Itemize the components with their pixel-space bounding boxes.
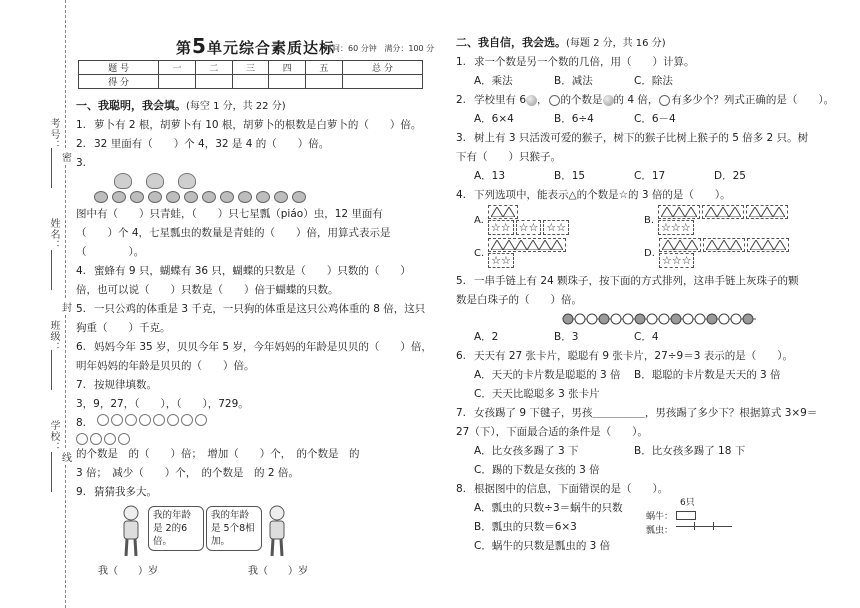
star-group xyxy=(488,253,514,268)
left-column xyxy=(76,30,446,577)
triangle-group xyxy=(702,205,744,219)
q1-8-line2: 3 倍； 减少（ ）个， 的个数是 的 2 倍。 xyxy=(76,467,299,479)
star-icon: ☆☆ xyxy=(518,221,539,234)
bead xyxy=(611,314,621,324)
option-c[interactable]: C．6－4 xyxy=(634,113,676,125)
score-input-cell[interactable] xyxy=(232,75,269,89)
option-b[interactable]: B．3 xyxy=(554,331,579,343)
ladybug-icon xyxy=(238,191,252,203)
q1-9-text: 猜猜我多大。 xyxy=(94,486,157,498)
ladybug-icon xyxy=(166,191,180,203)
score-input-cell[interactable] xyxy=(195,75,232,89)
fruit-icon xyxy=(139,414,151,426)
question-1-2: 2. 32 里面有（ ）个 4，32 是 4 的（ ）倍。 xyxy=(76,138,330,150)
option-a[interactable]: A．天天的卡片数是聪聪的 3 倍 xyxy=(474,369,621,381)
bead xyxy=(743,314,753,324)
bead xyxy=(623,314,633,324)
title-prefix: 第 xyxy=(176,39,193,57)
q2-6-text: 天天有 27 张卡片，聪聪有 9 张卡片，27÷9＝3 表示的是（ ）。 xyxy=(474,350,793,362)
star-group xyxy=(543,220,569,235)
ladybug-tick xyxy=(694,522,695,530)
fruit-icon xyxy=(97,414,109,426)
ladybug-icon xyxy=(220,191,234,203)
triangle-icon xyxy=(750,240,786,250)
ball-icon xyxy=(526,95,537,106)
q1-4-line2: 倍，也可以说（ ）只数是（ ）倍于蝴蝶的只数。 xyxy=(76,284,339,296)
triangle-group xyxy=(658,205,700,219)
right-column xyxy=(456,30,851,556)
speech-bubble-1: 我的年龄是 2的6倍。 xyxy=(148,506,204,551)
score-table-row xyxy=(79,75,423,89)
xuexiao-blank[interactable] xyxy=(51,452,52,492)
q1-9-answer-1: 我（ ）岁 xyxy=(98,566,158,577)
question-1-9: 9. 猜猜我多大。 xyxy=(76,486,157,498)
title-rest: 单元综合素质达标 xyxy=(206,39,335,57)
apple-icon xyxy=(118,433,130,445)
section1-note: (每空 1 分，共 22 分) xyxy=(186,101,286,112)
q2-3-options xyxy=(456,167,851,186)
kaohao-blank[interactable] xyxy=(51,148,52,188)
section2-head xyxy=(456,34,851,53)
q1-8-line1: 的个数是 的（ ）倍； 增加（ ）个， 的个数是 的 xyxy=(76,448,360,460)
exam-score: 满分：100 分 xyxy=(384,44,435,53)
bead xyxy=(599,314,609,324)
diagram-row1-label: 蜗牛： xyxy=(646,512,674,522)
q2-5-line1: 一串手链上有 24 颗珠子，按下面的方式排列，这串手链上灰珠子的颗 xyxy=(474,275,799,287)
ladybug-tick xyxy=(713,522,714,530)
ball-icon xyxy=(603,95,614,106)
option-b[interactable]: B．瓢虫的只数＝6×3 xyxy=(474,521,577,533)
q1-5-line1: 一只公鸡的体重是 3 千克，一只狗的体重是这只公鸡体重的 8 倍，这只 xyxy=(94,303,426,315)
exam-time: 时间：60 分钟 xyxy=(324,44,377,53)
star-icon: ☆☆ xyxy=(546,221,567,234)
question-1-4: 4. 蜜蜂有 9 只，蝴蝶有 36 只，蝴蝶的只数是（ ）只数的（ ） xyxy=(76,265,411,277)
xuexiao-label: 学校： xyxy=(48,420,59,453)
ladybug-icon xyxy=(148,191,162,203)
bead xyxy=(695,314,705,324)
question-1-5: 5. 一只公鸡的体重是 3 千克，一只狗的体重是这只公鸡体重的 8 倍，这只 xyxy=(76,303,426,315)
bead-bracelet xyxy=(560,310,760,328)
ladybug-icon xyxy=(202,191,216,203)
fruit-icon xyxy=(195,414,207,426)
option-c[interactable]: C．蜗牛的只数是瓢虫的 3 倍 xyxy=(474,540,611,552)
fruit-icon xyxy=(111,414,123,426)
bead xyxy=(563,314,573,324)
score-table-header xyxy=(79,61,423,75)
option-b[interactable] xyxy=(644,205,844,235)
bead xyxy=(635,314,645,324)
title-num: 5 xyxy=(192,34,207,58)
star-group xyxy=(488,220,514,235)
triangle-group xyxy=(746,205,788,219)
xian-mark: 线 xyxy=(62,448,72,465)
boy-icon xyxy=(116,504,146,559)
triangle-group xyxy=(703,238,745,252)
option-d[interactable] xyxy=(644,238,844,268)
question-2-2: 2. 学校里有 6 ， 的个数是 的 4 倍， 有多少个？列式正确的是（ ）。 xyxy=(456,94,835,106)
q2-2-part-e: 有多少个？列式正确的是（ ）。 xyxy=(671,94,835,106)
q2-7-line2: 27（下），下面最合适的条件是（ ）。 xyxy=(456,426,648,438)
q2-5-options xyxy=(456,328,851,347)
q1-8-row2 xyxy=(76,433,446,445)
section2-note: (每题 2 分，共 16 分) xyxy=(566,38,666,49)
score-input-cell[interactable] xyxy=(159,75,196,89)
q2-7-options-row1 xyxy=(456,442,851,461)
ladybug-icon xyxy=(184,191,198,203)
frog-icon xyxy=(146,173,164,189)
option-a[interactable]: A．乘法 xyxy=(474,75,513,87)
option-a[interactable] xyxy=(474,205,644,235)
apple-icon xyxy=(104,433,116,445)
binding-strip xyxy=(0,0,72,608)
question-2-3: 3. 树上有 3 只活泼可爱的猴子，树下的猴子比树上猴子的 5 倍多 2 只。树 xyxy=(456,132,809,144)
star-group xyxy=(659,253,695,268)
triangle-icon xyxy=(749,207,785,217)
question-2-8: 8. 根据图中的信息，下面错误的是（ ）。 xyxy=(456,483,669,495)
option-c[interactable]: C．除法 xyxy=(634,75,673,87)
option-a[interactable]: A．2 xyxy=(474,331,499,343)
option-d[interactable]: D．25 xyxy=(714,170,746,182)
triangle-icon xyxy=(491,240,563,250)
bead xyxy=(683,314,693,324)
q2-1-text: 求一个数是另一个数的几倍，用（ ）计算。 xyxy=(474,56,695,68)
triangle-icon xyxy=(662,240,698,250)
exam-meta xyxy=(324,43,434,54)
question-1-3: 3. xyxy=(76,157,87,169)
frog-icon xyxy=(114,173,132,189)
option-b[interactable]: B．减法 xyxy=(554,75,593,87)
q1-7-seq: 3，9，27，（ ），（ ），729。 xyxy=(76,398,249,410)
option-a[interactable]: A．比女孩多踢了 3 下 xyxy=(474,445,579,457)
q1-9-figure xyxy=(76,502,446,577)
star-icon: ☆☆☆ xyxy=(661,254,692,267)
triangle-group xyxy=(747,238,789,252)
ladybug-icon xyxy=(292,191,306,203)
score-row-label: 得 分 xyxy=(79,75,159,89)
option-a[interactable]: A．瓢虫的只数÷3＝蜗牛的只数 xyxy=(474,502,623,514)
option-c[interactable] xyxy=(474,238,644,268)
q2-7-line1: 女孩踢了 9 下毽子，男孩＿＿＿＿＿，男孩踢了多少下？根据算式 3×9＝ xyxy=(474,407,818,419)
ball-outline-icon xyxy=(549,95,560,106)
bead xyxy=(719,314,729,324)
star-icon: ☆☆☆ xyxy=(661,221,691,234)
bead xyxy=(587,314,597,324)
bead xyxy=(707,314,717,324)
q1-3-line1: 图中有（ ）只青蛙，（ ）只七星瓢（piáo）虫，12 里面有 xyxy=(76,208,383,220)
xingming-label: 姓名： xyxy=(48,218,59,251)
q2-4-options xyxy=(456,205,851,268)
q2-2-part-a: 学校里有 6 xyxy=(474,94,527,106)
score-cell: 总 分 xyxy=(342,61,422,75)
q1-3-line3: （ ）。 xyxy=(76,246,145,258)
option-b[interactable]: B．比女孩多踢了 18 下 xyxy=(634,445,746,457)
speech-bubble-2: 我的年龄是 5个8相加。 xyxy=(206,506,262,551)
option-b[interactable]: B．15 xyxy=(554,170,586,182)
score-cell: 二 xyxy=(195,61,232,75)
option-a[interactable]: A．13 xyxy=(474,170,506,182)
triangle-icon xyxy=(661,207,697,217)
q2-5-line2: 数是白珠子的（ ）倍。 xyxy=(456,294,582,306)
q1-6-line2: 明年妈妈的年龄是贝贝的（ ）倍。 xyxy=(76,360,255,372)
score-cell: 五 xyxy=(306,61,343,75)
score-cell: 题 号 xyxy=(79,61,159,75)
star-icon: ☆☆ xyxy=(491,254,511,267)
q2-6-options-row2 xyxy=(456,385,851,404)
triangle-icon xyxy=(491,207,515,217)
fruit-icon xyxy=(125,414,137,426)
q2-7-options-row2 xyxy=(456,461,851,480)
bead xyxy=(731,314,741,324)
q2-3-line2: 下有（ ）只猴子。 xyxy=(456,151,561,163)
xingming-blank[interactable] xyxy=(51,250,52,290)
banji-blank[interactable] xyxy=(51,350,52,390)
option-b[interactable]: B．聪聪的卡片数是天天的 3 倍 xyxy=(634,369,781,381)
q1-6-line1: 妈妈今年 35 岁，贝贝今年 5 岁，今年妈妈的年龄是贝贝的（ ）倍， xyxy=(94,341,432,353)
frog-icon xyxy=(178,173,196,189)
fruit-icon xyxy=(181,414,193,426)
q1-2-text: 32 里面有（ ）个 4，32 是 4 的（ ）倍。 xyxy=(94,138,330,150)
section1-title: 一、我聪明，我会填。 xyxy=(76,99,186,112)
option-c-label: C. xyxy=(474,247,485,259)
bead xyxy=(671,314,681,324)
q2-8-text: 根据图中的信息，下面错误的是（ ）。 xyxy=(474,483,669,495)
option-b-label: B. xyxy=(644,214,655,226)
diagram-label: 6只 xyxy=(680,498,695,508)
title-row xyxy=(76,30,446,60)
ladybug-icon xyxy=(112,191,126,203)
option-c[interactable]: C．17 xyxy=(634,170,666,182)
triangle-icon xyxy=(706,240,742,250)
feng-mark: 封 xyxy=(62,298,72,315)
bead xyxy=(659,314,669,324)
q2-1-options xyxy=(456,72,851,91)
q2-2-options xyxy=(456,110,851,129)
frog-row xyxy=(76,173,446,189)
option-a[interactable]: A．6×4 xyxy=(474,113,514,125)
q1-5-line2: 狗重（ ）千克。 xyxy=(76,322,171,334)
kaohao-label: 考号： xyxy=(48,118,59,151)
q2-2-part-b: ， xyxy=(537,94,548,106)
score-table xyxy=(78,60,423,89)
q1-4-line1: 蜜蜂有 9 只，蝴蝶有 36 只，蝴蝶的只数是（ ）只数的（ ） xyxy=(94,265,411,277)
fruit-icon xyxy=(167,414,179,426)
triangle-group xyxy=(488,238,566,252)
question-2-6: 6. 天天有 27 张卡片，聪聪有 9 张卡片，27÷9＝3 表示的是（ ）。 xyxy=(456,350,793,362)
triangle-group xyxy=(659,238,701,252)
score-input-cell[interactable] xyxy=(306,75,343,89)
triangle-icon xyxy=(705,207,741,217)
q1-7-text: 按规律填数。 xyxy=(94,379,157,391)
apple-icon xyxy=(90,433,102,445)
star-group xyxy=(658,220,694,235)
option-c[interactable]: C．踢的下数是女孩的 3 倍 xyxy=(474,464,600,476)
q2-3-line1: 树上有 3 只活泼可爱的猴子，树下的猴子比树上猴子的 5 倍多 2 只。树 xyxy=(474,132,809,144)
question-1-1: 1. 萝卜有 2 根，胡萝卜有 10 根，胡萝卜的根数是白萝卜的（ ）倍。 xyxy=(76,119,422,131)
boy-icon xyxy=(262,504,292,559)
q2-2-part-d: 的 4 倍， xyxy=(613,94,659,106)
question-2-5: 5. 一串手链上有 24 颗珠子，按下面的方式排列，这串手链上灰珠子的颗 xyxy=(456,275,799,287)
option-c[interactable]: C．4 xyxy=(634,331,659,343)
mi-mark: 密 xyxy=(62,148,72,165)
question-2-4: 4. 下列选项中，能表示△的个数是☆的 3 倍的是（ ）。 xyxy=(456,189,731,201)
snail-bar xyxy=(676,511,696,520)
star-group xyxy=(516,220,542,235)
q2-8-diagram xyxy=(646,498,766,541)
q2-8-body xyxy=(456,499,851,556)
ladybug-icon xyxy=(94,191,108,203)
option-c[interactable]: C．天天比聪聪多 3 张卡片 xyxy=(474,388,600,400)
score-cell: 四 xyxy=(269,61,306,75)
banji-label: 班级： xyxy=(48,320,59,353)
star-icon: ☆☆ xyxy=(490,221,511,234)
triangle-group xyxy=(488,205,518,219)
option-a-label: A. xyxy=(474,214,484,226)
ladybug-icon xyxy=(130,191,144,203)
section2-title: 二、我自信，我会选。 xyxy=(456,36,566,49)
q1-9-answer-2: 我（ ）岁 xyxy=(248,566,308,577)
q1-3-line2: （ ）个 4，七星瓢虫的数量是青蛙的（ ）倍，用算式表示是 xyxy=(76,227,391,239)
bead xyxy=(647,314,657,324)
question-1-8: 8. xyxy=(76,414,446,433)
q1-1-text: 萝卜有 2 根，胡萝卜有 10 根，胡萝卜的根数是白萝卜的（ ）倍。 xyxy=(94,119,422,131)
score-cell: 一 xyxy=(159,61,196,75)
ladybug-icon xyxy=(256,191,270,203)
question-2-7: 7. 女孩踢了 9 下毽子，男孩＿＿＿＿＿，男孩踢了多少下？根据算式 3×9＝ xyxy=(456,407,818,419)
option-b[interactable]: B．6÷4 xyxy=(554,113,594,125)
score-cell: 三 xyxy=(232,61,269,75)
ladybug-icon xyxy=(274,191,288,203)
question-1-6: 6. 妈妈今年 35 岁，贝贝今年 5 岁，今年妈妈的年龄是贝贝的（ ）倍， xyxy=(76,341,432,353)
score-input-cell[interactable] xyxy=(342,75,422,89)
score-input-cell[interactable] xyxy=(269,75,306,89)
q2-6-options-row1 xyxy=(456,366,851,385)
question-2-1: 1. 求一个数是另一个数的几倍，用（ ）计算。 xyxy=(456,56,695,68)
question-1-7: 7. 按规律填数。 xyxy=(76,379,157,391)
ladybug-bar xyxy=(676,526,732,527)
section1-head xyxy=(76,97,446,116)
ball-outline-icon xyxy=(659,95,670,106)
bead xyxy=(575,314,585,324)
apple-icon xyxy=(76,433,88,445)
ladybug-row xyxy=(76,189,446,205)
fruit-icon xyxy=(153,414,165,426)
option-d-label: D. xyxy=(644,247,655,259)
diagram-row2-label: 瓢虫： xyxy=(646,526,674,536)
q2-4-text: 下列选项中，能表示△的个数是☆的 3 倍的是（ ）。 xyxy=(474,189,731,201)
page-title xyxy=(176,34,335,58)
q2-2-part-c: 的个数是 xyxy=(560,94,603,106)
